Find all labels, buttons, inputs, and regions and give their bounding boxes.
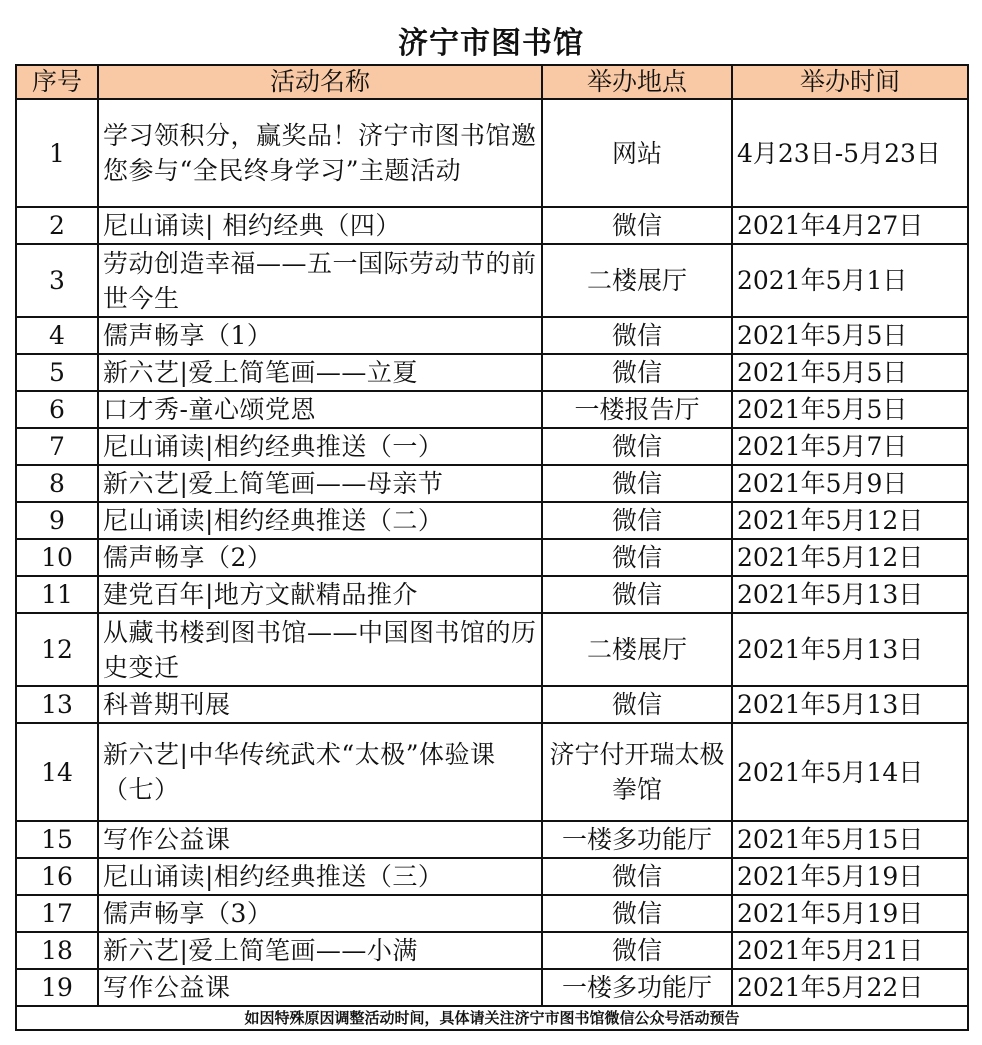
row-activity-name: 学习领积分，赢奖品！济宁市图书馆邀您参与“全民终身学习”主题活动: [98, 99, 542, 207]
row-location: 微信: [542, 354, 732, 391]
row-location: 微信: [542, 539, 732, 576]
row-location: 微信: [542, 686, 732, 723]
table-row: [16, 686, 968, 723]
table-row: [16, 895, 968, 932]
row-time: 4月23日-5月23日: [732, 99, 968, 207]
row-location: 微信: [542, 858, 732, 895]
row-seq: 1: [16, 99, 98, 207]
row-activity-name: 科普期刊展: [98, 686, 542, 723]
row-activity-name: 尼山诵读|相约经典推送（二）: [98, 502, 542, 539]
table-row: [16, 207, 968, 244]
row-activity-name: 从藏书楼到图书馆——中国图书馆的历史变迁: [98, 613, 542, 686]
table-row: [16, 99, 968, 207]
table-header-row: [16, 65, 968, 99]
table-row: [16, 969, 968, 1006]
row-seq: 19: [16, 969, 98, 1006]
footer-note: 如因特殊原因调整活动时间，具体请关注济宁市图书馆微信公众号活动预告: [16, 1006, 968, 1030]
row-activity-name: 尼山诵读| 相约经典（四）: [98, 207, 542, 244]
row-seq: 17: [16, 895, 98, 932]
row-location: 一楼多功能厅: [542, 969, 732, 1006]
row-time: 2021年5月19日: [732, 858, 968, 895]
row-location: 一楼报告厅: [542, 391, 732, 428]
table-row: [16, 317, 968, 354]
row-seq: 6: [16, 391, 98, 428]
row-activity-name: 尼山诵读|相约经典推送（一）: [98, 428, 542, 465]
row-location: 微信: [542, 576, 732, 613]
row-seq: 18: [16, 932, 98, 969]
row-location: 网站: [542, 99, 732, 207]
table-footer-row: [16, 1006, 968, 1030]
row-seq: 5: [16, 354, 98, 391]
row-time: 2021年5月13日: [732, 576, 968, 613]
page-title: 济宁市图书馆: [398, 26, 584, 61]
row-activity-name: 新六艺|爱上简笔画——母亲节: [98, 465, 542, 502]
table-row: [16, 428, 968, 465]
row-time: 2021年5月19日: [732, 895, 968, 932]
table-row: [16, 613, 968, 686]
header-location: 举办地点: [542, 65, 732, 99]
row-seq: 4: [16, 317, 98, 354]
row-time: 2021年5月14日: [732, 723, 968, 821]
table-row: [16, 244, 968, 317]
row-location: 微信: [542, 895, 732, 932]
row-time: 2021年4月27日: [732, 207, 968, 244]
table-row: [16, 354, 968, 391]
row-activity-name: 尼山诵读|相约经典推送（三）: [98, 858, 542, 895]
table-row: [16, 539, 968, 576]
row-time: 2021年5月7日: [732, 428, 968, 465]
table-row: [16, 576, 968, 613]
header-time: 举办时间: [732, 65, 968, 99]
row-location: 微信: [542, 502, 732, 539]
row-seq: 3: [16, 244, 98, 317]
table-body: [16, 99, 968, 1006]
row-activity-name: 建党百年|地方文献精品推介: [98, 576, 542, 613]
row-location: 微信: [542, 207, 732, 244]
row-activity-name: 口才秀-童心颂党恩: [98, 391, 542, 428]
row-seq: 2: [16, 207, 98, 244]
row-location: 微信: [542, 317, 732, 354]
row-seq: 7: [16, 428, 98, 465]
table-row: [16, 821, 968, 858]
table-row: [16, 932, 968, 969]
header-seq: 序号: [16, 65, 98, 99]
row-activity-name: 儒声畅享（3）: [98, 895, 542, 932]
row-seq: 15: [16, 821, 98, 858]
row-time: 2021年5月12日: [732, 539, 968, 576]
row-seq: 14: [16, 723, 98, 821]
table-row: [16, 502, 968, 539]
row-time: 2021年5月12日: [732, 502, 968, 539]
row-activity-name: 儒声畅享（2）: [98, 539, 542, 576]
header-activity-name: 活动名称: [98, 65, 542, 99]
row-activity-name: 劳动创造幸福——五一国际劳动节的前世今生: [98, 244, 542, 317]
row-time: 2021年5月13日: [732, 686, 968, 723]
row-location: 微信: [542, 465, 732, 502]
row-activity-name: 新六艺|爱上简笔画——立夏: [98, 354, 542, 391]
table-row: [16, 723, 968, 821]
row-location: 微信: [542, 932, 732, 969]
row-location: 一楼多功能厅: [542, 821, 732, 858]
row-location: 微信: [542, 428, 732, 465]
table-row: [16, 858, 968, 895]
activity-table: [15, 64, 969, 1031]
row-time: 2021年5月5日: [732, 391, 968, 428]
row-seq: 16: [16, 858, 98, 895]
row-seq: 9: [16, 502, 98, 539]
row-activity-name: 新六艺|爱上简笔画——小满: [98, 932, 542, 969]
row-seq: 10: [16, 539, 98, 576]
row-activity-name: 写作公益课: [98, 969, 542, 1006]
table-row: [16, 391, 968, 428]
row-activity-name: 写作公益课: [98, 821, 542, 858]
row-time: 2021年5月9日: [732, 465, 968, 502]
row-seq: 12: [16, 613, 98, 686]
row-time: 2021年5月21日: [732, 932, 968, 969]
row-activity-name: 儒声畅享（1）: [98, 317, 542, 354]
row-seq: 11: [16, 576, 98, 613]
table-row: [16, 465, 968, 502]
row-time: 2021年5月13日: [732, 613, 968, 686]
row-time: 2021年5月5日: [732, 317, 968, 354]
row-location: 二楼展厅: [542, 244, 732, 317]
row-location: 济宁付开瑞太极拳馆: [542, 723, 732, 821]
row-time: 2021年5月1日: [732, 244, 968, 317]
row-seq: 13: [16, 686, 98, 723]
row-time: 2021年5月22日: [732, 969, 968, 1006]
row-time: 2021年5月5日: [732, 354, 968, 391]
row-seq: 8: [16, 465, 98, 502]
row-location: 二楼展厅: [542, 613, 732, 686]
row-time: 2021年5月15日: [732, 821, 968, 858]
row-activity-name: 新六艺|中华传统武术“太极”体验课（七）: [98, 723, 542, 821]
